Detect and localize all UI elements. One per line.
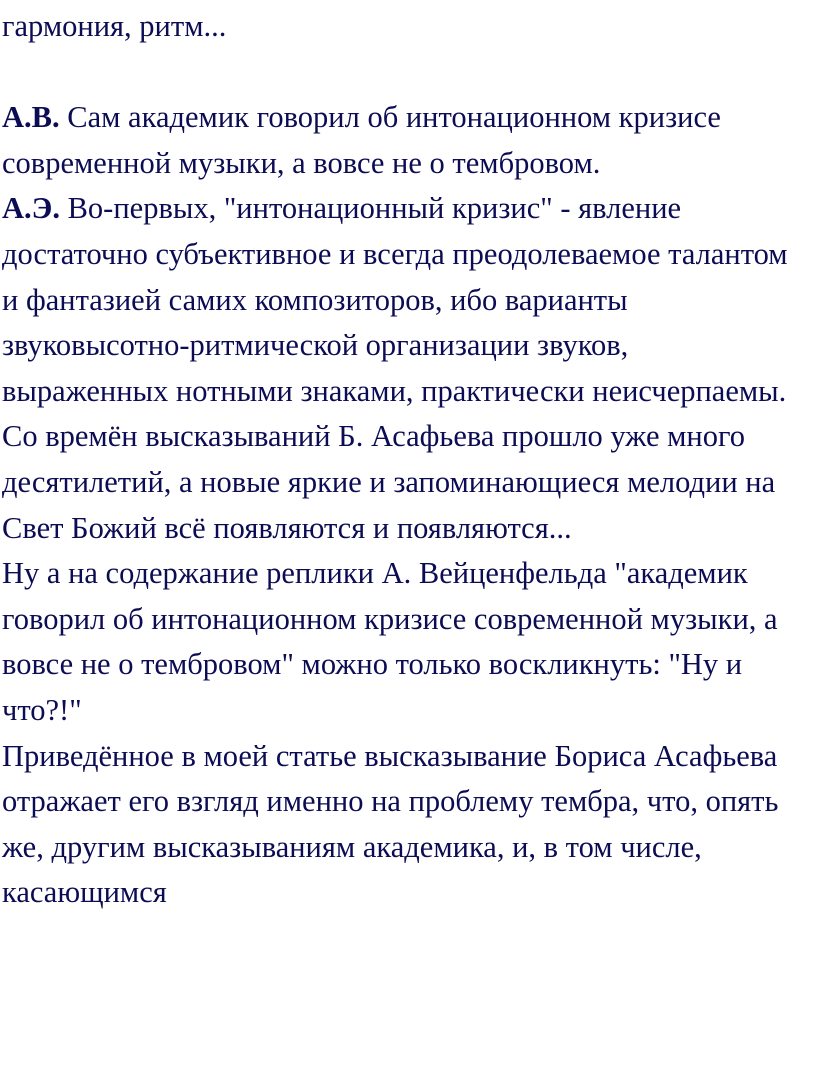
speaker-label-av: А.В. [2,100,60,135]
paragraph-text: Со времён высказываний Б. Асафьева прошло уже много десятилетий, а новые яркие и запоминающиеся мелодии на Свет Божий всё появляются и появляются... [2,419,776,545]
paragraph-av-reply [2,95,802,186]
paragraph-ae-reply [2,186,802,414]
paragraph-text: гармония, ритм... [2,9,227,43]
paragraph-spacer [2,50,802,96]
paragraph-asafiev-decades [2,414,802,551]
paragraph-text: Приведённое в моей статье высказывание Бориса Асафьева отражает его взгляд именно на проблему тембра, что, опять же, другим высказываниям академика, и, в том числе, касающимся [2,738,779,910]
paragraph-text: Во-первых, "интонационный кризис" - явление достаточно субъективное и всегда преодолеваемое талантом и фантазией самих композиторов, ибо варианты звуковысотно-ритмической организации звуков, выраженных нотными знаками, практически неисчерпаемы. [2,191,788,408]
paragraph-asafiev-timbre [2,734,802,916]
paragraph-weizenfeld-reply [2,551,802,733]
paragraph-text: Сам академик говорил об интонационном кризисе современной музыки, а вовсе не о тембровом. [2,100,721,180]
speaker-label-ae: А.Э. [2,191,60,226]
paragraph-continuation [2,4,802,50]
paragraph-text: Ну а на содержание реплики А. Вейценфельда "академик говорил об интонационном кризисе современной музыки, а вовсе не о тембровом" можно только воскликнуть: "Ну и что?!" [2,556,778,727]
